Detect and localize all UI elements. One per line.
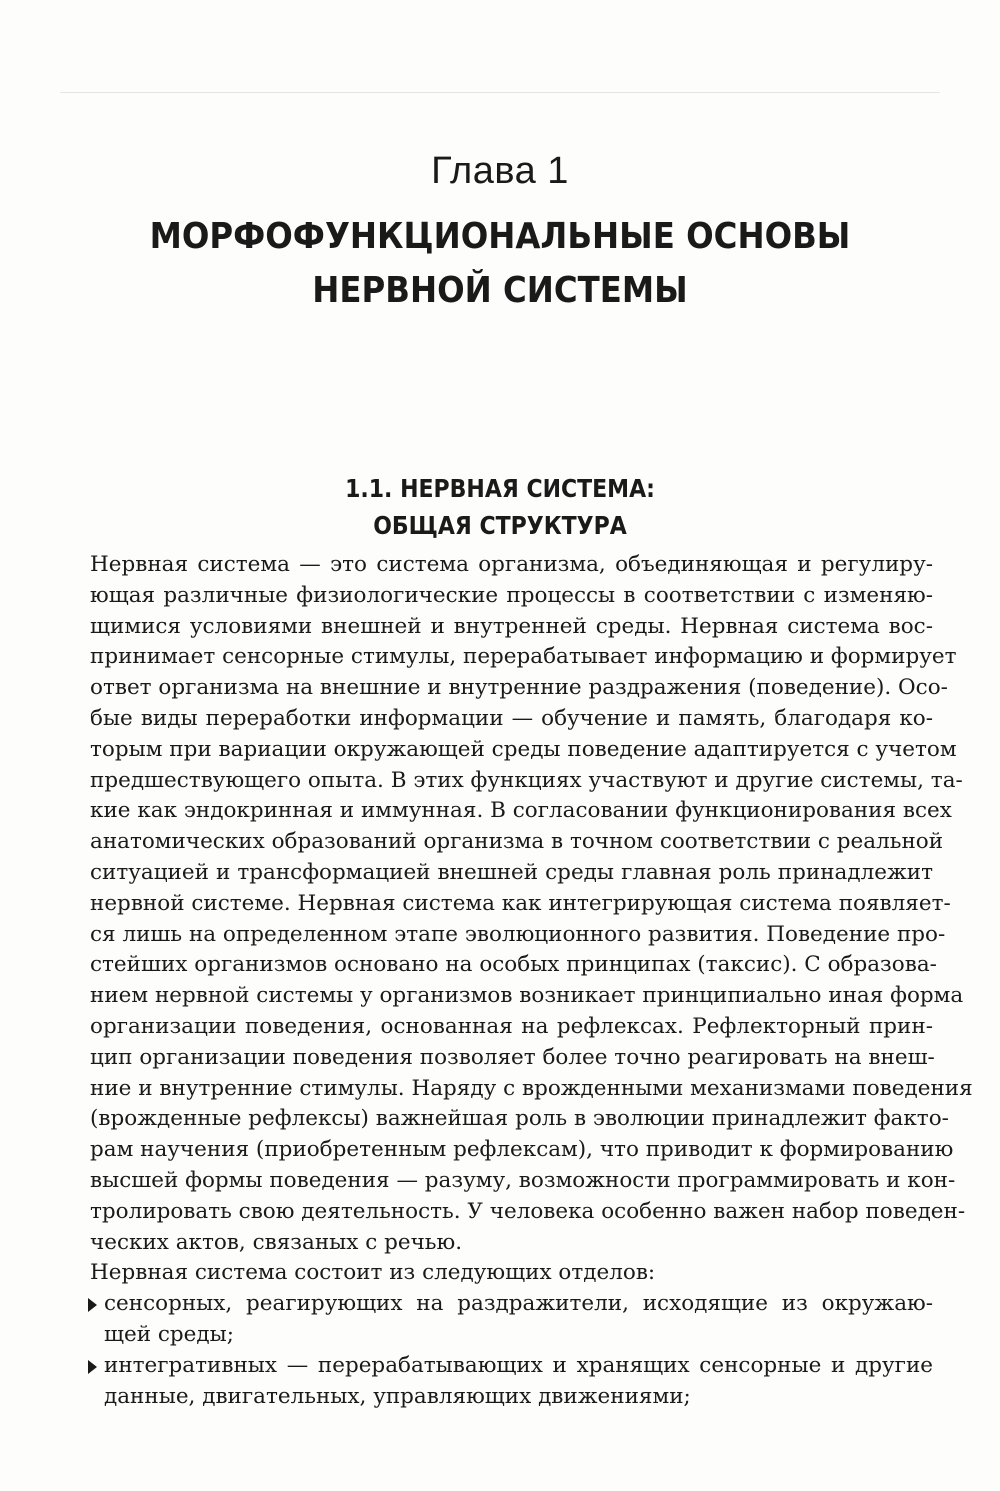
triangle-bullet-icon (88, 1360, 97, 1374)
paragraph-line: рам научения (приобретенным рефлексам), что приводит к формированию (90, 1137, 954, 1163)
list-item-line: сенсорных, реагирующих на раздражители, исходящие из окружаю- (104, 1291, 933, 1317)
list-item-line: данные, двигательных, управляющих движениями; (104, 1383, 691, 1409)
paragraph-line: ответ организма на внешние и внутренние раздражения (поведение). Осо- (90, 675, 948, 701)
chapter-label: Глава 1 (431, 150, 569, 192)
paragraph-line: бые виды переработки информации — обучение и память, благодаря ко- (90, 705, 933, 731)
paragraph-line: торым при вариации окружающей среды поведение адаптируется с учетом (90, 736, 957, 762)
list-item-text (90, 1351, 933, 1413)
paragraph-line: ся лишь на определенном этапе эволюционного развития. Поведение про- (90, 921, 946, 947)
paragraph-line: ние и внутренние стимулы. Наряду с врожденными механизмами поведения (90, 1075, 973, 1101)
list-item-text (90, 1289, 933, 1351)
paragraph-line: тролировать свою деятельность. У человека особенно важен набор поведен- (90, 1198, 966, 1224)
body-text (90, 550, 973, 1412)
chapter-title-line-1: МОРФОФУНКЦИОНАЛЬНЫЕ ОСНОВЫ (149, 216, 851, 257)
triangle-bullet-icon (88, 1298, 97, 1312)
paragraph-line: нием нервной системы у организмов возникает принципиально иная форма (90, 983, 964, 1009)
main-paragraph (90, 550, 973, 1258)
bleed-through-rule (60, 92, 940, 93)
paragraph-line: ситуацией и трансформацией внешней среды главная роль принадлежит (90, 859, 933, 885)
section-title (60, 470, 940, 544)
paragraph-line: предшествующего опыта. В этих функциях участвуют и другие системы, та- (90, 767, 963, 793)
paragraph-line: Нервная система — это система организма, объединяющая и регулиру- (90, 552, 933, 577)
list-intro-text: Нервная система состоит из следующих отделов: (90, 1260, 656, 1286)
paragraph-line: ющая различные физиологические процессы в соответствии с изменяю- (90, 582, 933, 608)
paragraph-line: организации поведения, основанная на рефлексах. Рефлекторный прин- (90, 1013, 933, 1039)
paragraph-line: кие как эндокринная и иммунная. В согласовании функционирования всех (90, 798, 952, 824)
list-item-line: интегративных — перерабатывающих и хранящих сенсорные и другие (104, 1352, 933, 1378)
list-item (90, 1289, 933, 1351)
paragraph-line: анатомических образований организма в точном соответствии с реальной (90, 829, 944, 855)
paragraph-line: стейших организмов основано на особых принципах (таксис). С образова- (90, 952, 937, 978)
section-list (90, 1289, 933, 1412)
paragraph-line: (врожденные рефлексы) важнейшая роль в эволюции принадлежит факто- (90, 1106, 949, 1132)
paragraph-line: цип организации поведения позволяет более точно реагировать на внеш- (90, 1044, 935, 1070)
list-intro (90, 1258, 933, 1289)
chapter-title (50, 210, 950, 318)
paragraph-line: ческих актов, связаных с речью. (90, 1229, 463, 1255)
list-item-line: щей среды; (104, 1321, 234, 1347)
paragraph-line: принимает сенсорные стимулы, перерабатывает информацию и формирует (90, 644, 957, 670)
section-title-line-1: 1.1. НЕРВНАЯ СИСТЕМА: (345, 474, 655, 503)
paragraph-line: нервной системе. Нервная система как интегрирующая система появляет- (90, 890, 951, 916)
list-item (90, 1351, 933, 1413)
paragraph-line: высшей формы поведения — разуму, возможности программировать и кон- (90, 1167, 956, 1193)
section-title-line-2: ОБЩАЯ СТРУКТУРА (373, 511, 627, 540)
paragraph-line: щимися условиями внешней и внутренней среды. Нервная система вос- (90, 613, 933, 639)
chapter-title-line-2: НЕРВНОЙ СИСТЕМЫ (312, 270, 688, 311)
